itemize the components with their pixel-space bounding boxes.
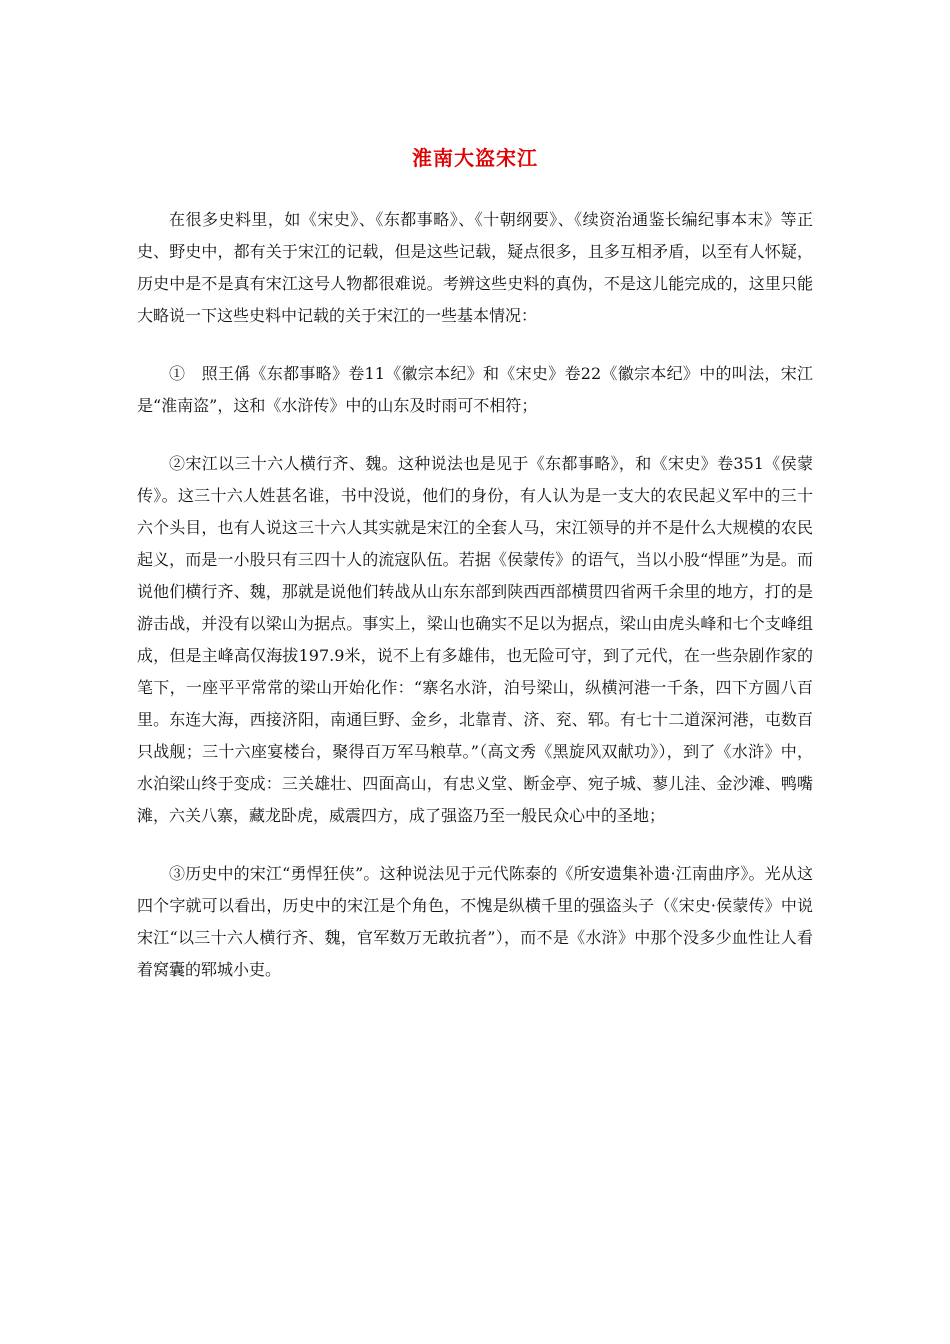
paragraph-point-1: ① 照王偁《东都事略》卷11《徽宗本纪》和《宋史》卷22《徽宗本纪》中的叫法，宋江是“淮南盗”，这和《水浒传》中的山东及时雨可不相符；	[137, 364, 813, 415]
document-title: 淮南大盗宋江	[412, 146, 538, 170]
document-body	[137, 204, 813, 1012]
paragraph-intro: 在很多史料里，如《宋史》、《东都事略》、《十朝纲要》、《续资治通鉴长编纪事本末》等正史、野史中，都有关于宋江的记载，但是这些记载，疑点很多，且多互相矛盾，以至有人怀疑，历史中是不是真有宋江这号人物都很难说。考辨这些史料的真伪，不是这儿能完成的，这里只能大略说一下这些史料中记载的关于宋江的一些基本情况：	[137, 210, 813, 325]
paragraph-point-3: ③历史中的宋江“勇悍狂侠”。这种说法见于元代陈泰的《所安遗集补遗·江南曲序》。光从这四个字就可以看出，历史中的宋江是个角色，不愧是纵横千里的强盗头子（《宋史·侯蒙传》中说宋江“以三十六人横行齐、魏，官军数万无敢抗者”），而不是《水浒》中那个没多少血性让人看着窝囊的郓城小吏。	[137, 864, 813, 979]
paragraph-point-2: ②宋江以三十六人横行齐、魏。这种说法也是见于《东都事略》，和《宋史》卷351《侯蒙传》。这三十六人姓甚名谁，书中没说，他们的身份，有人认为是一支大的农民起义军中的三十六个头目，也有人说这三十六人其实就是宋江的全套人马，宋江领导的并不是什么大规模的农民起义，而是一小股只有三四十人的流寇队伍。若据《侯蒙传》的语气，当以小股“悍匪”为是。而说他们横行齐、魏，那就是说他们转战从山东东部到陕西西部横贯四省两千余里的地方，打的是游击战，并没有以梁山为据点。事实上，梁山也确实不足以为据点，梁山由虎头峰和七个支峰组成，但是主峰高仅海拔197.9米，说不上有多雄伟，也无险可守，到了元代，在一些杂剧作家的笔下，一座平平常常的梁山开始化作：“寨名水浒，泊号梁山，纵横河港一千条，四下方圆八百里。东连大海，西接济阳，南通巨野、金乡，北靠青、济、兖、郓。有七十二道深河港，屯数百只战舰；三十六座宴楼台，聚得百万军马粮草。”（高文秀《黑旋风双献功》），到了《水浒》中，水泊梁山终于变成：三关雄壮、四面高山，有忠义堂、断金亭、宛子城、蓼儿洼、金沙滩、鸭嘴滩，六关八寨，藏龙卧虎，威震四方，成了强盗乃至一般民众心中的圣地；	[137, 454, 813, 825]
